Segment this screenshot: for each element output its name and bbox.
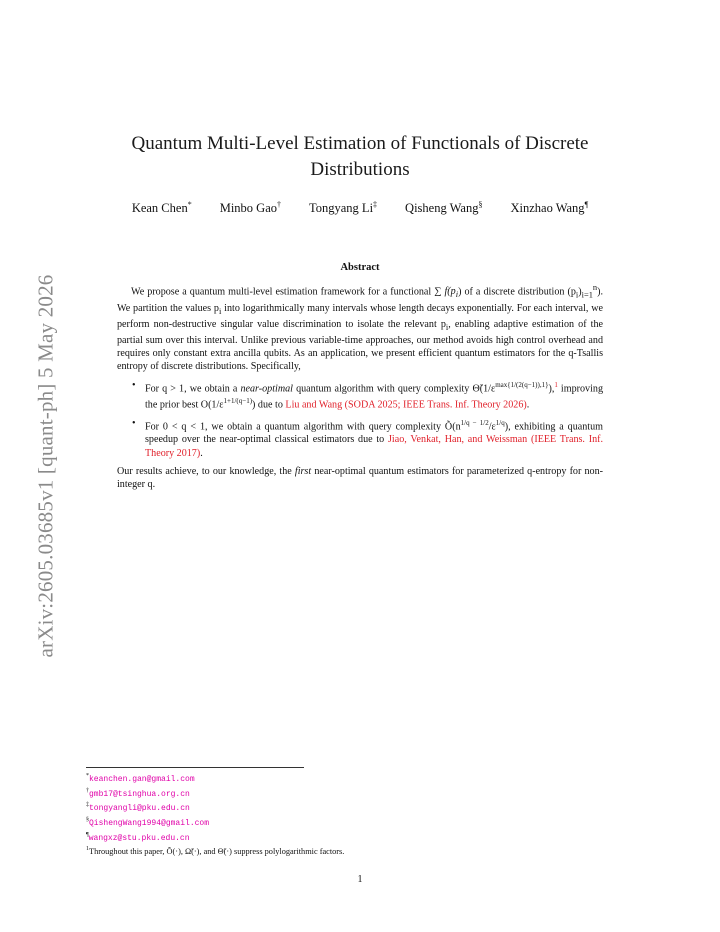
footnotes — [86, 771, 626, 858]
footnote-email: ¶wangxz@stu.pku.edu.cn — [86, 831, 190, 843]
author: Qisheng Wang§ — [405, 200, 483, 216]
footnote-notation: $^1$Throughout this paper, Õ(·), Ω̃(·), and Θ̃(·) suppress polylogarithmic factors. — [86, 846, 345, 857]
abstract-closing: Our results achieve, to our knowledge, the first near-optimal quantum estimators for parameterized q-entropy for non-integer q. — [117, 465, 603, 490]
citation-link[interactable]: Jiao, Venkat, Han, and Weissman (IEEE Trans. Inf. Theory 2017) — [145, 434, 604, 459]
footnote-divider — [86, 767, 304, 768]
paper-title: Quantum Multi-Level Estimation of Functionals of Discrete Distributions — [131, 133, 589, 180]
email-link[interactable]: QishengWang1994@gmail.com — [89, 818, 210, 828]
author: Xinzhao Wang¶ — [510, 200, 589, 216]
arxiv-identifier: arXiv:2605.03685v1 [quant-ph] 5 May 2026 — [33, 274, 58, 658]
citation-link[interactable]: Liu and Wang (SODA 2025; IEEE Trans. Inf. Theory 2026) — [285, 399, 527, 411]
abstract-heading: Abstract — [340, 262, 380, 273]
author: Minbo Gao† — [219, 200, 281, 216]
email-link[interactable]: wangxz@stu.pku.edu.cn — [88, 833, 190, 843]
email-link[interactable]: keanchen.gan@gmail.com — [89, 774, 195, 784]
abstract-body — [117, 281, 603, 491]
author: Kean Chen* — [131, 200, 192, 216]
result-item-q-greater-1: • For q > 1, we obtain a near-optimal quantum algorithm with query complexity $\Thetã(1/\varepsilon^{max\{1/(2(q-1)),1\}}),^1$ improving the prior best $O(1/\varepsilon^{1+1/(q-1)})$ due to Liu and Wang (SODA 2025; IEEE Trans. Inf. Theory 2026). — [145, 379, 603, 412]
author: Tongyang Li‡ — [309, 200, 378, 216]
result-list — [117, 379, 603, 460]
email-link[interactable]: tongyangli@pku.edu.cn — [89, 804, 190, 814]
author-list — [100, 200, 620, 216]
footnote-email: †gmb17@tsinghua.org.cn — [86, 787, 190, 799]
footnote-email: *keanchen.gan@gmail.com — [86, 773, 195, 784]
result-item-q-less-1: • For 0 < q < 1, we obtain a quantum algorithm with query complexity $Õ(n^{1/q - 1/2}/\varepsilon^{1/q})$, exhibiting a quantum speedup over the near-optimal classical estimators due to Jiao, Venkat, Han, and Weissman (IEEE Trans. Inf. Theory 2017). — [145, 417, 603, 460]
abstract-paragraph: We propose a quantum multi-level estimation framework for a functional ∑ $f(p_i)$ of a discrete distribution $(p_i)_{i=1}^n$). We partition the values $p_i$ into logarithmically many intervals whose length decays exponentially. For each interval, we perform non-destructive singular value discrimination to isolate the relevant $p_i$, enabling adaptive estimation of the partial sum over this interval. Unlike previous variable-time approaches, our method avoids high control overhead and requires only constant extra ancilla qubits. As an application, we present efficient quantum estimators for the q-Tsallis entropy of discrete distributions. Specifically, — [117, 283, 603, 373]
email-link[interactable]: gmb17@tsinghua.org.cn — [89, 789, 190, 799]
footnote-email: §QishengWang1994@gmail.com — [86, 817, 210, 828]
footnote-email: ‡tongyangli@pku.edu.cn — [86, 802, 190, 814]
page-number: 1 — [357, 874, 363, 885]
